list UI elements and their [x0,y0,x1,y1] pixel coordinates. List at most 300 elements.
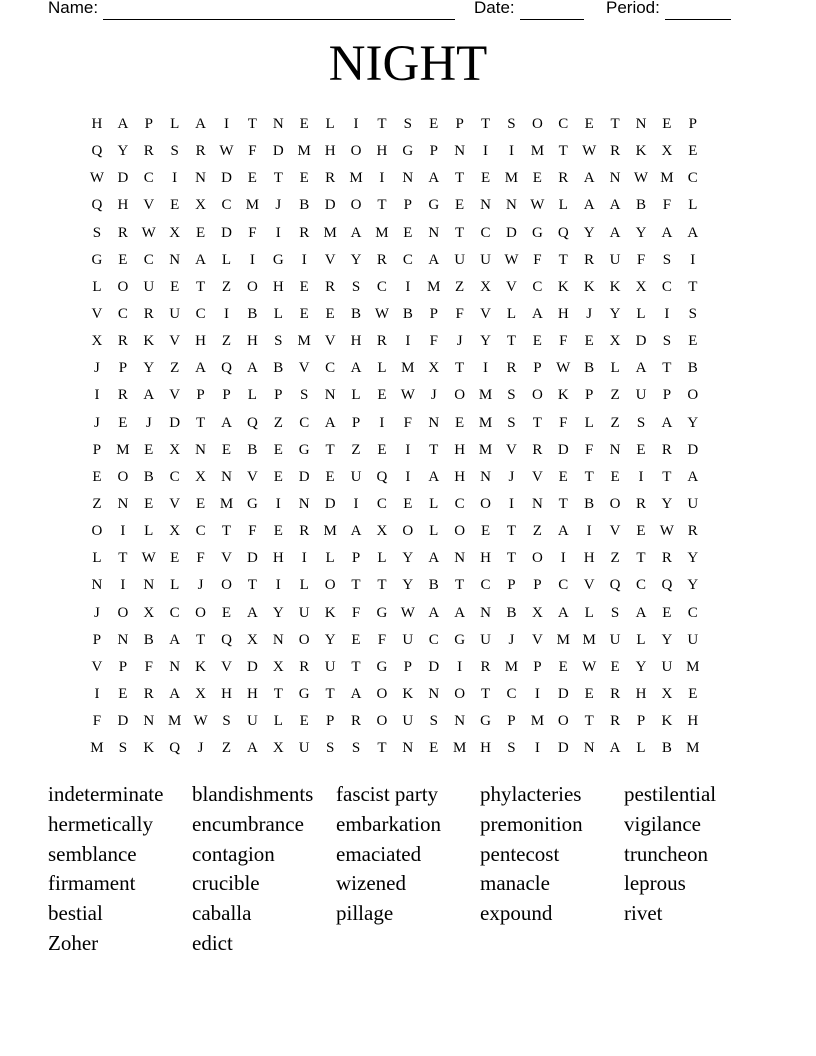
grid-letter[interactable]: I [508,496,514,513]
grid-letter[interactable]: A [246,740,258,757]
grid-letter[interactable]: A [195,360,206,377]
grid-letter[interactable]: D [246,658,258,675]
grid-letter[interactable]: H [221,686,232,703]
grid-letter[interactable]: N [272,116,284,133]
grid-letter[interactable]: E [662,116,672,133]
grid-letter[interactable]: M [530,143,545,160]
grid-letter[interactable]: L [221,251,232,268]
grid-letter[interactable]: V [506,278,517,295]
grid-letter[interactable]: N [454,550,466,567]
grid-letter[interactable]: L [429,523,439,540]
grid-letter[interactable]: Y [583,224,595,241]
grid-letter[interactable]: N [480,604,491,621]
grid-letter[interactable]: I [249,251,255,268]
grid-letter[interactable]: O [91,523,103,540]
grid-letter[interactable]: E [584,116,594,133]
grid-letter[interactable]: V [531,468,543,485]
grid-letter[interactable]: X [428,360,440,377]
grid-letter[interactable]: O [117,468,129,485]
grid-letter[interactable]: X [635,278,647,295]
grid-letter[interactable]: E [325,306,335,323]
grid-letter[interactable]: P [274,387,283,404]
grid-letter[interactable]: Y [117,143,129,160]
grid-letter[interactable]: E [195,496,206,513]
grid-letter[interactable]: O [402,523,414,540]
grid-letter[interactable]: P [688,116,697,133]
grid-letter[interactable]: R [661,441,672,458]
grid-letter[interactable]: S [222,713,231,730]
grid-letter[interactable]: O [195,604,206,621]
grid-letter[interactable]: I [457,658,463,675]
grid-letter[interactable]: A [557,523,569,540]
grid-letter[interactable]: G [298,441,310,458]
grid-letter[interactable]: N [117,631,129,648]
grid-letter[interactable]: Q [221,360,232,377]
grid-letter[interactable]: H [272,278,284,295]
grid-letter[interactable]: A [635,604,647,621]
grid-letter[interactable]: A [428,170,440,187]
grid-letter[interactable]: F [429,333,438,350]
grid-letter[interactable]: A [246,360,258,377]
grid-letter[interactable]: Q [376,468,388,485]
grid-letter[interactable]: I [379,414,385,431]
grid-letter[interactable]: I [560,550,566,567]
grid-letter[interactable]: R [117,224,128,241]
grid-letter[interactable]: U [402,713,414,730]
grid-letter[interactable]: N [454,713,466,730]
grid-letter[interactable]: X [246,631,258,648]
grid-letter[interactable]: Y [402,577,414,594]
grid-letter[interactable]: A [661,414,673,431]
grid-letter[interactable]: T [455,224,465,241]
grid-letter[interactable]: S [300,387,309,404]
grid-letter[interactable]: E [273,468,283,485]
grid-letter[interactable]: Y [350,251,362,268]
grid-letter[interactable]: T [195,278,206,295]
grid-letter[interactable]: I [120,523,126,540]
grid-letter[interactable]: N [454,143,466,160]
grid-letter[interactable]: E [170,550,180,567]
grid-letter[interactable]: T [662,360,672,377]
grid-letter[interactable]: P [196,387,205,404]
grid-letter[interactable]: D [221,170,232,187]
grid-letter[interactable]: T [377,197,387,214]
grid-letter[interactable]: Y [609,306,621,323]
grid-letter[interactable]: E [688,143,698,160]
grid-letter[interactable]: Y [143,360,155,377]
grid-letter[interactable]: Z [273,414,283,431]
grid-letter[interactable]: D [687,441,699,458]
grid-letter[interactable]: J [456,333,463,350]
grid-letter[interactable]: Q [557,224,569,241]
grid-letter[interactable]: W [633,170,649,187]
grid-letter[interactable]: S [170,143,179,160]
grid-letter[interactable]: C [376,278,387,295]
grid-letter[interactable]: A [428,550,440,567]
grid-letter[interactable]: A [195,116,206,133]
date-field[interactable] [474,0,584,20]
grid-letter[interactable]: H [272,550,284,567]
grid-letter[interactable]: D [298,468,310,485]
grid-letter[interactable]: T [455,170,465,187]
grid-letter[interactable]: W [141,550,156,567]
grid-letter[interactable]: T [558,251,568,268]
grid-letter[interactable]: U [480,251,491,268]
grid-letter[interactable]: M [297,143,311,160]
grid-letter[interactable]: H [583,550,595,567]
grid-letter[interactable]: F [248,143,257,160]
name-blank[interactable] [103,1,455,20]
grid-letter[interactable]: E [221,604,232,621]
grid-letter[interactable]: E [558,658,568,675]
grid-letter[interactable]: O [376,686,388,703]
grid-letter[interactable]: T [506,550,517,567]
grid-letter[interactable]: N [91,577,103,594]
grid-letter[interactable]: C [687,170,698,187]
grid-letter[interactable]: I [275,496,281,513]
grid-letter[interactable]: X [376,523,388,540]
grid-letter[interactable]: W [582,143,597,160]
grid-letter[interactable]: C [506,686,517,703]
grid-letter[interactable]: X [272,740,284,757]
grid-letter[interactable]: C [195,306,206,323]
grid-letter[interactable]: Q [221,631,232,648]
grid-letter[interactable]: Z [610,414,620,431]
grid-letter[interactable]: D [169,414,181,431]
grid-letter[interactable]: M [660,170,674,187]
grid-letter[interactable]: J [94,604,100,621]
grid-letter[interactable]: F [533,251,542,268]
grid-letter[interactable]: G [480,713,491,730]
grid-letter[interactable]: A [428,468,440,485]
grid-letter[interactable]: L [92,278,102,295]
grid-letter[interactable]: E [221,441,232,458]
grid-letter[interactable]: E [170,278,180,295]
grid-letter[interactable]: K [402,686,414,703]
grid-letter[interactable]: O [454,387,466,404]
grid-letter[interactable]: E [532,333,542,350]
grid-letter[interactable]: W [400,387,415,404]
grid-letter[interactable]: I [405,441,411,458]
grid-letter[interactable]: X [169,523,181,540]
grid-letter[interactable]: P [325,713,335,730]
grid-letter[interactable]: B [299,197,310,214]
grid-letter[interactable]: V [246,468,258,485]
grid-letter[interactable]: K [143,740,155,757]
grid-letter[interactable]: O [298,631,310,648]
grid-letter[interactable]: L [636,306,646,323]
period-blank[interactable] [665,1,731,20]
grid-letter[interactable]: N [298,496,310,513]
grid-letter[interactable]: O [117,604,129,621]
grid-letter[interactable]: N [583,740,595,757]
grid-letter[interactable]: V [480,306,491,323]
grid-letter[interactable]: D [117,713,129,730]
grid-letter[interactable]: U [687,496,699,513]
grid-letter[interactable]: I [690,251,696,268]
grid-letter[interactable]: P [403,197,412,214]
grid-letter[interactable]: Y [480,333,491,350]
grid-letter[interactable]: T [506,523,517,540]
grid-letter[interactable]: W [141,224,156,241]
grid-letter[interactable]: T [351,658,361,675]
grid-letter[interactable]: T [118,550,128,567]
grid-letter[interactable]: I [353,496,359,513]
grid-letter[interactable]: N [428,224,440,241]
grid-letter[interactable]: V [324,251,336,268]
grid-letter[interactable]: Y [661,631,673,648]
grid-letter[interactable]: F [144,658,153,675]
grid-letter[interactable]: G [376,604,388,621]
grid-letter[interactable]: I [664,306,670,323]
grid-letter[interactable]: W [400,604,415,621]
grid-letter[interactable]: E [299,306,309,323]
grid-letter[interactable]: I [223,306,229,323]
grid-letter[interactable]: J [197,740,204,757]
grid-letter[interactable]: W [530,197,545,214]
grid-letter[interactable]: A [687,224,699,241]
grid-letter[interactable]: R [376,251,387,268]
grid-letter[interactable]: E [662,604,672,621]
grid-letter[interactable]: A [531,306,543,323]
grid-letter[interactable]: T [480,686,491,703]
grid-letter[interactable]: T [584,713,594,730]
grid-letter[interactable]: N [221,468,232,485]
grid-letter[interactable]: U [609,251,621,268]
grid-letter[interactable]: G [246,496,258,513]
grid-letter[interactable]: N [143,713,155,730]
grid-letter[interactable]: P [507,713,516,730]
grid-letter[interactable]: S [507,414,516,431]
grid-letter[interactable]: H [557,306,569,323]
grid-letter[interactable]: J [197,577,204,594]
grid-letter[interactable]: B [661,740,672,757]
grid-letter[interactable]: L [688,197,698,214]
grid-letter[interactable]: M [686,740,700,757]
grid-letter[interactable]: T [247,116,257,133]
grid-letter[interactable]: C [169,468,180,485]
grid-letter[interactable]: R [117,387,128,404]
grid-letter[interactable]: H [246,686,258,703]
grid-letter[interactable]: L [636,740,646,757]
grid-letter[interactable]: A [195,251,206,268]
grid-letter[interactable]: E [299,713,309,730]
grid-letter[interactable]: V [506,441,517,458]
grid-letter[interactable]: T [610,116,620,133]
grid-letter[interactable]: G [428,197,440,214]
grid-letter[interactable]: I [379,170,385,187]
grid-letter[interactable]: D [428,658,440,675]
grid-letter[interactable]: C [143,170,154,187]
grid-letter[interactable]: V [221,550,232,567]
grid-letter[interactable]: O [246,278,258,295]
grid-letter[interactable]: O [531,387,543,404]
grid-letter[interactable]: J [508,468,515,485]
grid-letter[interactable]: P [636,713,646,730]
grid-letter[interactable]: F [196,550,205,567]
grid-letter[interactable]: X [169,224,181,241]
grid-letter[interactable]: A [454,604,466,621]
grid-letter[interactable]: F [559,414,568,431]
grid-letter[interactable]: E [195,224,206,241]
grid-letter[interactable]: M [219,496,234,513]
grid-letter[interactable]: M [452,740,467,757]
grid-letter[interactable]: M [245,197,260,214]
grid-letter[interactable]: I [405,278,411,295]
grid-letter[interactable]: R [610,713,621,730]
grid-letter[interactable]: M [582,631,596,648]
grid-letter[interactable]: T [195,631,206,648]
grid-letter[interactable]: A [583,197,595,214]
grid-letter[interactable]: X [91,333,103,350]
grid-letter[interactable]: V [91,306,103,323]
grid-letter[interactable]: E [273,441,283,458]
grid-letter[interactable]: I [405,468,411,485]
grid-letter[interactable]: R [506,360,517,377]
grid-letter[interactable]: P [92,441,102,458]
grid-letter[interactable]: M [504,170,519,187]
grid-letter[interactable]: D [557,686,569,703]
grid-letter[interactable]: W [219,143,234,160]
grid-letter[interactable]: O [350,143,362,160]
grid-letter[interactable]: C [480,224,491,241]
grid-letter[interactable]: I [301,550,307,567]
grid-letter[interactable]: M [478,414,493,431]
grid-letter[interactable]: F [585,441,594,458]
grid-letter[interactable]: P [118,360,128,377]
grid-letter[interactable]: O [557,713,569,730]
grid-letter[interactable]: P [429,143,438,160]
grid-letter[interactable]: C [480,577,491,594]
grid-letter[interactable]: S [92,224,102,241]
grid-letter[interactable]: Z [170,360,180,377]
grid-letter[interactable]: E [610,468,620,485]
grid-letter[interactable]: I [172,170,178,187]
grid-letter[interactable]: P [222,387,231,404]
grid-letter[interactable]: X [531,604,543,621]
grid-letter[interactable]: C [299,414,310,431]
grid-letter[interactable]: S [662,333,672,350]
grid-letter[interactable]: T [377,577,387,594]
grid-letter[interactable]: R [143,686,154,703]
grid-letter[interactable]: S [351,740,361,757]
grid-letter[interactable]: E [92,468,102,485]
grid-letter[interactable]: N [428,414,440,431]
grid-letter[interactable]: A [687,468,699,485]
grid-letter[interactable]: R [610,143,621,160]
grid-letter[interactable]: A [143,387,155,404]
grid-letter[interactable]: Y [687,577,699,594]
grid-letter[interactable]: V [324,333,336,350]
grid-letter[interactable]: A [635,360,647,377]
grid-letter[interactable]: R [351,713,362,730]
grid-letter[interactable]: O [687,387,699,404]
grid-letter[interactable]: F [248,224,257,241]
grid-letter[interactable]: O [350,197,362,214]
grid-letter[interactable]: R [325,278,336,295]
grid-letter[interactable]: I [223,116,229,133]
grid-letter[interactable]: C [325,360,336,377]
grid-letter[interactable]: Y [687,414,699,431]
grid-letter[interactable]: E [558,468,568,485]
grid-letter[interactable]: Q [91,143,103,160]
grid-letter[interactable]: L [429,496,439,513]
grid-letter[interactable]: T [584,468,594,485]
grid-letter[interactable]: C [402,251,413,268]
grid-letter[interactable]: A [350,523,362,540]
grid-letter[interactable]: I [534,740,540,757]
grid-letter[interactable]: F [559,333,568,350]
grid-letter[interactable]: U [350,468,362,485]
grid-letter[interactable]: X [661,686,673,703]
grid-letter[interactable]: L [92,550,102,567]
grid-letter[interactable]: R [558,170,569,187]
grid-letter[interactable]: R [143,143,154,160]
grid-letter[interactable]: A [324,414,336,431]
grid-letter[interactable]: M [427,278,441,295]
grid-letter[interactable]: Z [610,387,620,404]
grid-letter[interactable]: E [455,197,465,214]
grid-letter[interactable]: S [118,740,128,757]
grid-letter[interactable]: G [272,251,284,268]
grid-letter[interactable]: K [583,278,595,295]
grid-letter[interactable]: N [402,740,414,757]
grid-letter[interactable]: Q [609,577,621,594]
grid-letter[interactable]: P [662,387,672,404]
grid-letter[interactable]: T [377,116,387,133]
grid-letter[interactable]: V [91,658,103,675]
grid-letter[interactable]: S [507,387,516,404]
grid-letter[interactable]: L [506,306,517,323]
grid-letter[interactable]: F [377,631,387,648]
grid-letter[interactable]: V [169,333,181,350]
grid-letter[interactable]: V [609,523,621,540]
grid-letter[interactable]: I [483,143,489,160]
grid-letter[interactable]: F [636,251,646,268]
grid-letter[interactable]: H [376,143,388,160]
grid-letter[interactable]: P [455,116,464,133]
grid-letter[interactable]: N [480,468,491,485]
grid-letter[interactable]: S [429,713,438,730]
grid-letter[interactable]: T [325,441,335,458]
grid-letter[interactable]: C [195,523,206,540]
grid-letter[interactable]: A [428,251,440,268]
grid-letter[interactable]: S [507,116,516,133]
grid-letter[interactable]: C [117,306,128,323]
grid-letter[interactable]: T [429,441,439,458]
grid-letter[interactable]: M [375,224,389,241]
grid-letter[interactable]: B [506,604,517,621]
grid-letter[interactable]: K [195,658,206,675]
grid-letter[interactable]: V [583,577,595,594]
grid-letter[interactable]: P [585,387,594,404]
grid-letter[interactable]: X [661,143,673,160]
grid-letter[interactable]: H [246,333,258,350]
grid-letter[interactable]: T [506,333,517,350]
grid-letter[interactable]: V [221,658,232,675]
grid-letter[interactable]: N [169,658,181,675]
grid-letter[interactable]: L [351,387,361,404]
grid-letter[interactable]: U [246,713,258,730]
grid-letter[interactable]: E [636,523,646,540]
grid-letter[interactable]: O [454,523,466,540]
grid-letter[interactable]: J [275,197,282,214]
grid-letter[interactable]: A [428,604,440,621]
grid-letter[interactable]: Z [610,550,620,567]
grid-letter[interactable]: V [531,631,543,648]
grid-letter[interactable]: V [143,197,155,214]
grid-letter[interactable]: B [402,306,413,323]
